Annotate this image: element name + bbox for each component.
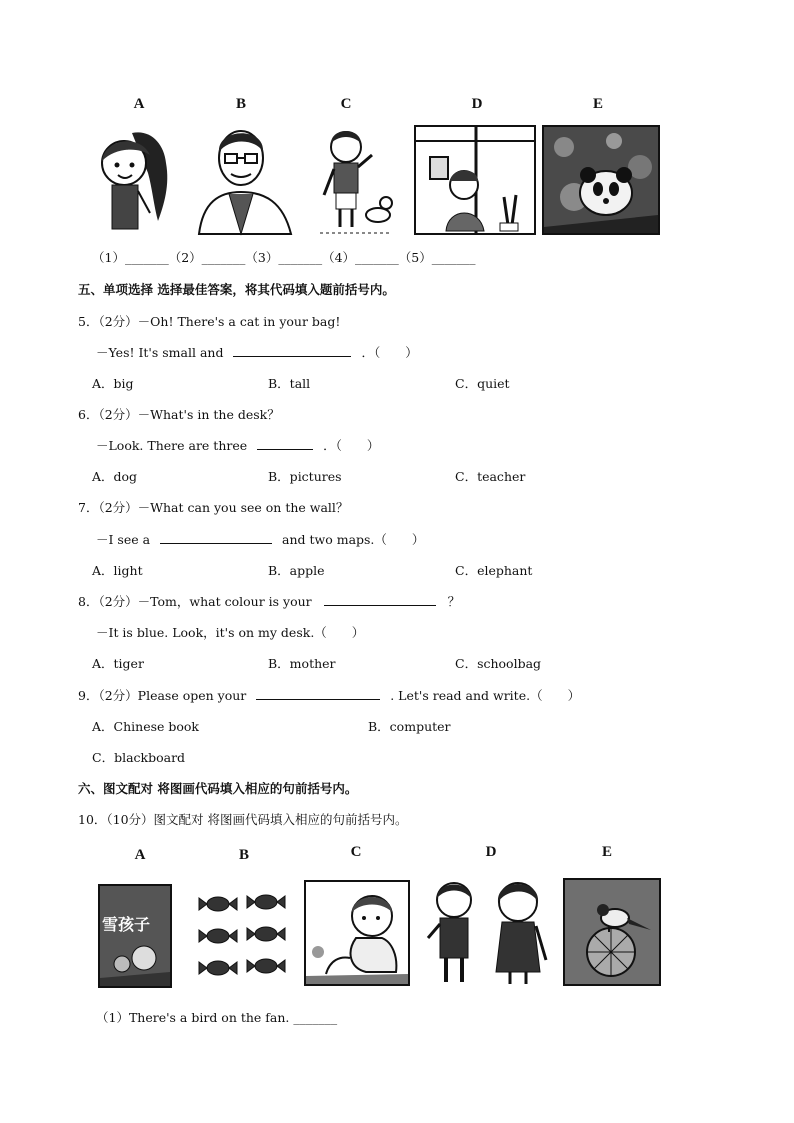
q6-option-b[interactable]: B．pictures bbox=[268, 469, 342, 484]
picture-boy-and-girl bbox=[422, 876, 552, 986]
bottom-label-b: B bbox=[238, 847, 249, 863]
picture-bird-on-fan bbox=[563, 878, 661, 986]
q5-line2-a: －Yes! It's small and bbox=[96, 345, 224, 360]
picture-panda-scene bbox=[542, 125, 660, 235]
picture-man-glasses bbox=[195, 122, 295, 236]
q8-stem-b: ？ bbox=[447, 594, 461, 609]
q7-line2-a: －I see a bbox=[96, 532, 151, 547]
q10-sentence-1[interactable]: （1）There's a bird on the fan. _______ bbox=[96, 1010, 338, 1025]
picture-child-sitting bbox=[304, 880, 410, 986]
q8-blank[interactable] bbox=[324, 593, 436, 606]
q5-option-b[interactable]: B．tall bbox=[268, 376, 311, 391]
q8-option-c[interactable]: C．schoolbag bbox=[455, 656, 542, 671]
q6-blank[interactable] bbox=[257, 437, 313, 450]
section6-title: 六、图文配对 将图画代码填入相应的句前括号内。 bbox=[78, 781, 358, 796]
q9-stem bbox=[78, 686, 580, 704]
q7-line2-b: and two maps.（ ） bbox=[282, 532, 425, 547]
q9-option-b[interactable]: B．computer bbox=[368, 719, 451, 734]
top-label-e: E bbox=[592, 96, 603, 112]
picture-child-cleaning-window bbox=[414, 125, 536, 235]
q8-option-a[interactable]: A．tiger bbox=[92, 656, 144, 671]
bottom-label-a: A bbox=[134, 847, 146, 863]
q6-line2-a: －Look. There are three bbox=[96, 438, 248, 453]
q9-blank[interactable] bbox=[256, 687, 380, 700]
q5-line2 bbox=[96, 343, 418, 361]
bottom-label-c: C bbox=[350, 844, 362, 860]
q6-line2 bbox=[96, 436, 379, 454]
top-label-c: C bbox=[340, 96, 352, 112]
picture-candies bbox=[196, 888, 290, 984]
q10-stem: 10．（10分）图文配对 将图画代码填入相应的句前括号内。 bbox=[78, 812, 408, 827]
q8-stem bbox=[78, 592, 460, 610]
picture-boy-with-dog bbox=[316, 123, 396, 237]
top-answer-line[interactable]: （1）_______（2）_______（3）_______（4）_______（5）_______ bbox=[92, 250, 476, 265]
q9-option-c[interactable]: C．blackboard bbox=[92, 750, 186, 765]
q6-line2-b: ．（ ） bbox=[323, 438, 380, 453]
bottom-label-e: E bbox=[601, 844, 612, 860]
book-title-text: 雪孩子 bbox=[102, 915, 151, 934]
q7-line2 bbox=[96, 530, 424, 548]
q8-option-b[interactable]: B．mother bbox=[268, 656, 336, 671]
q5-blank[interactable] bbox=[233, 344, 351, 357]
q7-option-a[interactable]: A．light bbox=[92, 563, 143, 578]
q7-blank[interactable] bbox=[160, 531, 272, 544]
q7-stem: 7．（2分）－What can you see on the wall？ bbox=[78, 500, 349, 515]
top-label-b: B bbox=[235, 96, 246, 112]
q7-option-b[interactable]: B．apple bbox=[268, 563, 325, 578]
section5-title: 五、单项选择 选择最佳答案，将其代码填入题前括号内。 bbox=[78, 282, 395, 297]
q8-line2: －It is blue. Look，it's on my desk.（ ） bbox=[96, 625, 365, 640]
picture-girl-ponytail bbox=[92, 125, 174, 237]
q8-stem-a: 8．（2分）－Tom，what colour is your bbox=[78, 594, 312, 609]
q7-option-c[interactable]: C．elephant bbox=[455, 563, 533, 578]
q6-stem: 6．（2分）－What's in the desk？ bbox=[78, 407, 280, 422]
top-label-a: A bbox=[133, 96, 145, 112]
q5-option-c[interactable]: C．quiet bbox=[455, 376, 510, 391]
q6-option-a[interactable]: A．dog bbox=[92, 469, 138, 484]
q6-option-c[interactable]: C．teacher bbox=[455, 469, 526, 484]
q9-stem-a: 9．（2分）Please open your bbox=[78, 688, 247, 703]
q9-stem-b: . Let's read and write.（ ） bbox=[390, 688, 581, 703]
q5-line2-b: ．（ ） bbox=[361, 345, 418, 360]
bottom-label-d: D bbox=[485, 844, 497, 860]
picture-book-snow-child bbox=[98, 884, 172, 988]
top-label-d: D bbox=[471, 96, 483, 112]
q5-option-a[interactable]: A．big bbox=[92, 376, 134, 391]
q5-stem: 5．（2分）－Oh! There's a cat in your bag! bbox=[78, 314, 341, 329]
q9-option-a[interactable]: A．Chinese book bbox=[92, 719, 200, 734]
